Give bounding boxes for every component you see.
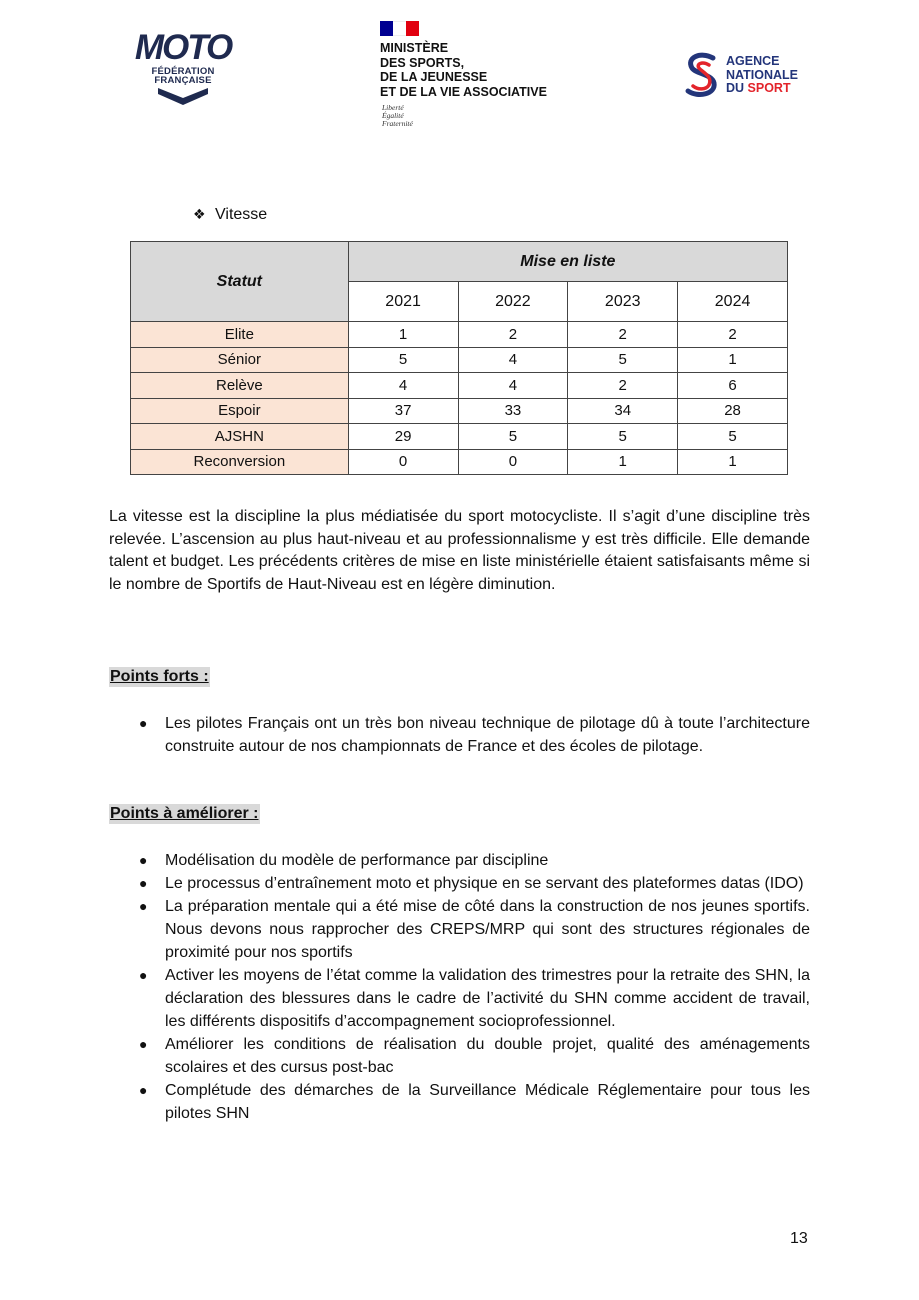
list-item bbox=[109, 964, 810, 1033]
table-cell: 5 bbox=[568, 347, 678, 373]
year-header: 2023 bbox=[568, 282, 678, 322]
list-item-text: Complétude des démarches de la Surveillance Médicale Réglementaire pour tous les pilotes SHN bbox=[165, 1082, 810, 1122]
table-cell: 1 bbox=[568, 449, 678, 475]
points-ameliorer-list bbox=[109, 849, 810, 1125]
points-forts-list bbox=[109, 712, 810, 758]
bullet-icon: ● bbox=[139, 715, 148, 731]
statut-header: Statut bbox=[131, 242, 349, 322]
ans-s-icon bbox=[682, 52, 722, 100]
french-flag-icon bbox=[380, 21, 419, 36]
bullet-icon: ● bbox=[139, 852, 148, 868]
ffm-chevron-icon bbox=[130, 86, 236, 106]
list-item bbox=[109, 895, 810, 964]
ans-line3-sport: SPORT bbox=[747, 81, 791, 95]
list-item-text: Le processus d’entraînement moto et physique en se servant des plateformes datas (IDO) bbox=[165, 875, 804, 892]
bullet-icon: ● bbox=[139, 1036, 148, 1052]
year-header: 2022 bbox=[458, 282, 568, 322]
list-status-table bbox=[130, 241, 788, 475]
ffm-logo-word: MOTO bbox=[134, 28, 232, 67]
ffm-logo-line2: FRANÇAISE bbox=[154, 75, 212, 86]
table-cell: 6 bbox=[678, 373, 788, 399]
list-item-text: La préparation mentale qui a été mise de côté dans la construction de nos jeunes sportifs. Nous devons nous rapprocher des CREPS/MRP qui sont des structures régionales de proximité pour nos sportifs bbox=[165, 898, 810, 961]
table-row bbox=[131, 449, 788, 475]
table-row bbox=[131, 347, 788, 373]
diamond-bullet-icon: ❖ bbox=[193, 206, 206, 222]
table-cell: 28 bbox=[678, 398, 788, 424]
points-forts-heading: Points forts : bbox=[110, 668, 209, 685]
table-cell: 0 bbox=[348, 449, 458, 475]
table-cell: 29 bbox=[348, 424, 458, 450]
table-cell: 2 bbox=[568, 322, 678, 348]
bullet-icon: ● bbox=[139, 1082, 148, 1098]
ministry-line: MINISTÈRE bbox=[380, 41, 449, 55]
ministry-line: DES SPORTS, bbox=[380, 55, 465, 70]
list-item bbox=[109, 1033, 810, 1079]
list-item-text: Les pilotes Français ont un très bon niveau technique de pilotage dû à toute l’architecture construite autour de nos championnats de France et des écoles de pilotage. bbox=[165, 715, 810, 755]
ffm-logo bbox=[130, 26, 236, 106]
table-cell: 2 bbox=[568, 373, 678, 399]
bullet-icon: ● bbox=[139, 967, 148, 983]
ans-line3 bbox=[726, 82, 798, 96]
list-item bbox=[109, 712, 810, 758]
motto-line: Fraternité bbox=[382, 119, 413, 128]
ffm-logo-line1: FÉDÉRATION bbox=[151, 66, 215, 77]
table-cell: 5 bbox=[678, 424, 788, 450]
page-number: 13 bbox=[790, 1230, 808, 1247]
list-item bbox=[109, 872, 810, 895]
row-label: Reconversion bbox=[131, 449, 349, 475]
row-label: Relève bbox=[131, 373, 349, 399]
table-cell: 4 bbox=[458, 347, 568, 373]
list-item bbox=[109, 1079, 810, 1125]
ans-logo bbox=[682, 52, 822, 102]
year-header: 2024 bbox=[678, 282, 788, 322]
list-item-text: Activer les moyens de l’état comme la validation des trimestres pour la retraite des SHN, la déclaration des blessures dans le cadre de l’activité du SHN comme accident de travail, les différents dispositifs d’accompagnement socioprofessionnel. bbox=[165, 967, 810, 1030]
ans-name bbox=[726, 55, 798, 96]
row-label: Sénior bbox=[131, 347, 349, 373]
list-item bbox=[109, 849, 810, 872]
mise-en-liste-header: Mise en liste bbox=[348, 242, 787, 282]
table-cell: 34 bbox=[568, 398, 678, 424]
table-cell: 37 bbox=[348, 398, 458, 424]
intro-paragraph: La vitesse est la discipline la plus médiatisée du sport motocycliste. Il s’agit d’une discipline très relevée. L’ascension au plus haut-niveau et au professionnalisme y est très difficile. Elle demande talent et budget. Les précédents critères de mise en liste ministérielle étaient satisfaisants même si le nombre de Sportifs de Haut-Niveau est en légère diminution. bbox=[109, 508, 810, 593]
table-cell: 5 bbox=[568, 424, 678, 450]
bullet-icon: ● bbox=[139, 898, 148, 914]
section-title bbox=[193, 204, 267, 225]
row-label: Elite bbox=[131, 322, 349, 348]
table-cell: 1 bbox=[678, 347, 788, 373]
section-title-text: Vitesse bbox=[215, 206, 268, 223]
row-label: AJSHN bbox=[131, 424, 349, 450]
table-cell: 1 bbox=[348, 322, 458, 348]
ministry-logo bbox=[380, 21, 590, 136]
table-cell: 0 bbox=[458, 449, 568, 475]
ministry-line: DE LA JEUNESSE bbox=[380, 70, 488, 84]
points-ameliorer-heading: Points à améliorer : bbox=[110, 805, 259, 822]
table-cell: 2 bbox=[458, 322, 568, 348]
table-row bbox=[131, 424, 788, 450]
table-cell: 5 bbox=[348, 347, 458, 373]
motto-line: Liberté bbox=[382, 103, 404, 112]
list-item-text: Améliorer les conditions de réalisation du double projet, qualité des aménagements scolaires et des cursus post-bac bbox=[165, 1036, 810, 1076]
ministry-name bbox=[380, 41, 547, 99]
ministry-line: ET DE LA VIE ASSOCIATIVE bbox=[380, 84, 547, 99]
table-cell: 4 bbox=[348, 373, 458, 399]
table-row bbox=[131, 398, 788, 424]
bullet-icon: ● bbox=[139, 875, 148, 891]
ans-line2: NATIONALE bbox=[726, 67, 798, 82]
table-cell: 4 bbox=[458, 373, 568, 399]
ans-line1: AGENCE bbox=[726, 54, 780, 68]
list-item-text: Modélisation du modèle de performance par discipline bbox=[165, 852, 549, 869]
year-header: 2021 bbox=[348, 282, 458, 322]
table-row bbox=[131, 373, 788, 399]
ans-line3-prefix: DU bbox=[726, 81, 748, 95]
table-row bbox=[131, 322, 788, 348]
row-label: Espoir bbox=[131, 398, 349, 424]
table-cell: 2 bbox=[678, 322, 788, 348]
motto-line: Égalité bbox=[382, 111, 404, 120]
table-cell: 1 bbox=[678, 449, 788, 475]
table-cell: 5 bbox=[458, 424, 568, 450]
table-cell: 33 bbox=[458, 398, 568, 424]
ministry-motto bbox=[382, 104, 413, 128]
